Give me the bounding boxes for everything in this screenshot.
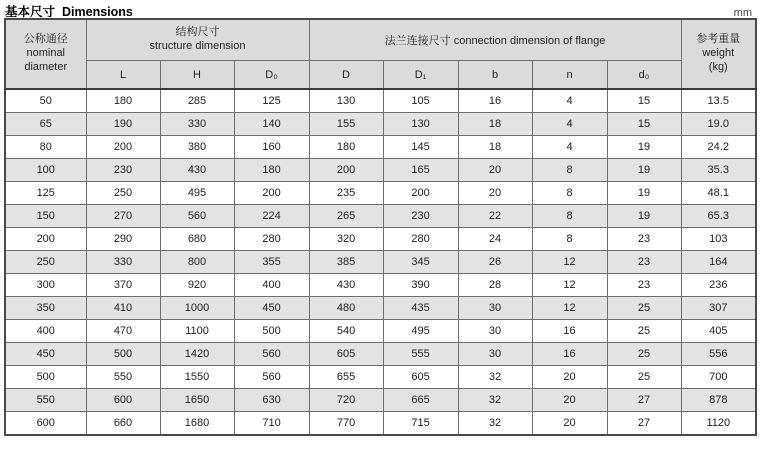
header-nominal-diameter (5, 19, 86, 89)
table-cell: 495 (383, 320, 458, 343)
table-cell: 24.2 (681, 136, 756, 159)
table-cell: 250 (86, 182, 160, 205)
table-cell: 500 (5, 366, 86, 389)
table-row (5, 389, 756, 412)
table-cell: 27 (607, 389, 681, 412)
table-cell: 8 (532, 182, 607, 205)
header-col-L: L (86, 61, 160, 90)
table-cell: 540 (309, 320, 383, 343)
table-cell: 200 (86, 136, 160, 159)
table-cell: 230 (86, 159, 160, 182)
table-cell: 65.3 (681, 205, 756, 228)
table-cell: 23 (607, 274, 681, 297)
table-row (5, 366, 756, 389)
table-row (5, 320, 756, 343)
table-cell: 25 (607, 297, 681, 320)
table-cell: 26 (458, 251, 532, 274)
table-row (5, 89, 756, 113)
table-cell: 23 (607, 251, 681, 274)
table-cell: 190 (86, 113, 160, 136)
table-cell: 180 (86, 89, 160, 113)
table-cell: 370 (86, 274, 160, 297)
table-cell: 600 (86, 389, 160, 412)
table-cell: 720 (309, 389, 383, 412)
table-cell: 470 (86, 320, 160, 343)
table-cell: 330 (160, 113, 234, 136)
table-cell: 30 (458, 320, 532, 343)
table-cell: 630 (234, 389, 309, 412)
page-title (5, 2, 133, 20)
table-cell: 655 (309, 366, 383, 389)
table-cell: 345 (383, 251, 458, 274)
table-cell: 200 (234, 182, 309, 205)
table-cell: 80 (5, 136, 86, 159)
table-cell: 20 (532, 412, 607, 436)
table-cell: 350 (5, 297, 86, 320)
table-cell: 660 (86, 412, 160, 436)
table-cell: 20 (532, 389, 607, 412)
table-cell: 100 (5, 159, 86, 182)
table-cell: 770 (309, 412, 383, 436)
table-cell: 1120 (681, 412, 756, 436)
table-cell: 430 (309, 274, 383, 297)
table-cell: 19 (607, 205, 681, 228)
table-row (5, 136, 756, 159)
table-cell: 25 (607, 366, 681, 389)
table-cell: 12 (532, 251, 607, 274)
table-cell: 32 (458, 389, 532, 412)
table-cell: 560 (234, 343, 309, 366)
table-cell: 430 (160, 159, 234, 182)
table-cell: 605 (309, 343, 383, 366)
table-cell: 180 (234, 159, 309, 182)
table-cell: 105 (383, 89, 458, 113)
table-cell: 125 (5, 182, 86, 205)
table-cell: 280 (383, 228, 458, 251)
table-cell: 920 (160, 274, 234, 297)
table-cell: 250 (5, 251, 86, 274)
table-cell: 500 (234, 320, 309, 343)
table-cell: 285 (160, 89, 234, 113)
header-line: 结构尺寸 (175, 26, 220, 39)
table-cell: 450 (5, 343, 86, 366)
table-cell: 405 (681, 320, 756, 343)
header-col-n: n (532, 61, 607, 90)
table-cell: 30 (458, 343, 532, 366)
table-cell: 130 (383, 113, 458, 136)
table-cell: 130 (309, 89, 383, 113)
table-cell: 224 (234, 205, 309, 228)
table-cell: 1680 (160, 412, 234, 436)
header-flange-dimension: 法兰连接尺寸 connection dimension of flange (309, 19, 681, 61)
header-col-D: D (309, 61, 383, 90)
table-cell: 878 (681, 389, 756, 412)
table-cell: 600 (5, 412, 86, 436)
table-cell: 160 (234, 136, 309, 159)
header-col-H: H (160, 61, 234, 90)
table-body (5, 89, 756, 435)
table-cell: 1000 (160, 297, 234, 320)
table-cell: 15 (607, 113, 681, 136)
table-cell: 400 (5, 320, 86, 343)
header-col-b: b (458, 61, 532, 90)
table-cell: 410 (86, 297, 160, 320)
header-col-D0: D₀ (234, 61, 309, 90)
table-row (5, 228, 756, 251)
header-line: 参考重量 (696, 33, 741, 46)
table-cell: 13.5 (681, 89, 756, 113)
table-cell: 15 (607, 89, 681, 113)
table-cell: 435 (383, 297, 458, 320)
table-cell: 19.0 (681, 113, 756, 136)
header-col-D1: D₁ (383, 61, 458, 90)
table-cell: 380 (160, 136, 234, 159)
table-cell: 200 (309, 159, 383, 182)
table-cell: 20 (532, 366, 607, 389)
table-cell: 355 (234, 251, 309, 274)
table-row (5, 412, 756, 436)
table-row (5, 297, 756, 320)
table-row (5, 343, 756, 366)
table-cell: 28 (458, 274, 532, 297)
table-cell: 27 (607, 412, 681, 436)
table-cell: 715 (383, 412, 458, 436)
table-cell: 4 (532, 113, 607, 136)
table-cell: 16 (532, 343, 607, 366)
title-bar (0, 0, 759, 18)
page-title-en: Dimensions (62, 5, 133, 19)
table-cell: 555 (383, 343, 458, 366)
table-cell: 164 (681, 251, 756, 274)
table-cell: 320 (309, 228, 383, 251)
table-cell: 495 (160, 182, 234, 205)
header-line: (kg) (708, 60, 728, 73)
table-cell: 155 (309, 113, 383, 136)
table-cell: 165 (383, 159, 458, 182)
table-cell: 236 (681, 274, 756, 297)
table-cell: 19 (607, 159, 681, 182)
header-line: 公称通径 (23, 33, 68, 46)
table-cell: 35.3 (681, 159, 756, 182)
table-cell: 25 (607, 343, 681, 366)
table-cell: 22 (458, 205, 532, 228)
table-cell: 230 (383, 205, 458, 228)
table-cell: 8 (532, 159, 607, 182)
table-cell: 710 (234, 412, 309, 436)
table-cell: 103 (681, 228, 756, 251)
table-cell: 32 (458, 366, 532, 389)
table-cell: 180 (309, 136, 383, 159)
table-cell: 18 (458, 113, 532, 136)
table-cell: 4 (532, 136, 607, 159)
table-cell: 560 (160, 205, 234, 228)
table-cell: 4 (532, 89, 607, 113)
table-cell: 23 (607, 228, 681, 251)
table-cell: 24 (458, 228, 532, 251)
header-line: structure dimension (149, 40, 246, 52)
table-cell: 145 (383, 136, 458, 159)
table-cell: 1420 (160, 343, 234, 366)
header-line: weight (702, 47, 735, 60)
table-cell: 700 (681, 366, 756, 389)
table-cell: 560 (234, 366, 309, 389)
table-cell: 8 (532, 205, 607, 228)
table-cell: 30 (458, 297, 532, 320)
table-cell: 500 (86, 343, 160, 366)
table-cell: 20 (458, 182, 532, 205)
table-cell: 20 (458, 159, 532, 182)
header-weight (681, 19, 756, 89)
table-cell: 1650 (160, 389, 234, 412)
table-row (5, 205, 756, 228)
table-cell: 235 (309, 182, 383, 205)
table-cell: 16 (532, 320, 607, 343)
table-cell: 8 (532, 228, 607, 251)
table-row (5, 113, 756, 136)
table-cell: 200 (5, 228, 86, 251)
table-cell: 19 (607, 136, 681, 159)
table-cell: 300 (5, 274, 86, 297)
header-col-d0: d₀ (607, 61, 681, 90)
table-cell: 25 (607, 320, 681, 343)
table-cell: 50 (5, 89, 86, 113)
table-cell: 125 (234, 89, 309, 113)
table-cell: 12 (532, 274, 607, 297)
header-structure-dimension (86, 19, 309, 61)
table-cell: 400 (234, 274, 309, 297)
table-row (5, 159, 756, 182)
table-cell: 390 (383, 274, 458, 297)
dimensions-table (4, 18, 757, 436)
table-cell: 290 (86, 228, 160, 251)
table-cell: 450 (234, 297, 309, 320)
table-cell: 140 (234, 113, 309, 136)
header-line: diameter (24, 60, 68, 73)
table-header (5, 19, 756, 89)
table-cell: 1550 (160, 366, 234, 389)
table-cell: 556 (681, 343, 756, 366)
table-cell: 800 (160, 251, 234, 274)
page-title-zh: 基本尺寸 (5, 5, 56, 19)
table-row (5, 251, 756, 274)
table-cell: 270 (86, 205, 160, 228)
table-cell: 680 (160, 228, 234, 251)
table-cell: 18 (458, 136, 532, 159)
table-cell: 48.1 (681, 182, 756, 205)
table-cell: 12 (532, 297, 607, 320)
table-cell: 280 (234, 228, 309, 251)
table-cell: 665 (383, 389, 458, 412)
table-row (5, 182, 756, 205)
table-cell: 605 (383, 366, 458, 389)
table-cell: 19 (607, 182, 681, 205)
table-cell: 1100 (160, 320, 234, 343)
header-line: nominal (26, 47, 66, 60)
table-cell: 32 (458, 412, 532, 436)
table-cell: 16 (458, 89, 532, 113)
table-cell: 150 (5, 205, 86, 228)
table-cell: 480 (309, 297, 383, 320)
table-cell: 265 (309, 205, 383, 228)
table-cell: 330 (86, 251, 160, 274)
table-cell: 307 (681, 297, 756, 320)
table-row (5, 274, 756, 297)
table-cell: 65 (5, 113, 86, 136)
table-cell: 385 (309, 251, 383, 274)
table-cell: 550 (86, 366, 160, 389)
unit-label: mm (733, 7, 752, 19)
table-cell: 200 (383, 182, 458, 205)
table-cell: 550 (5, 389, 86, 412)
